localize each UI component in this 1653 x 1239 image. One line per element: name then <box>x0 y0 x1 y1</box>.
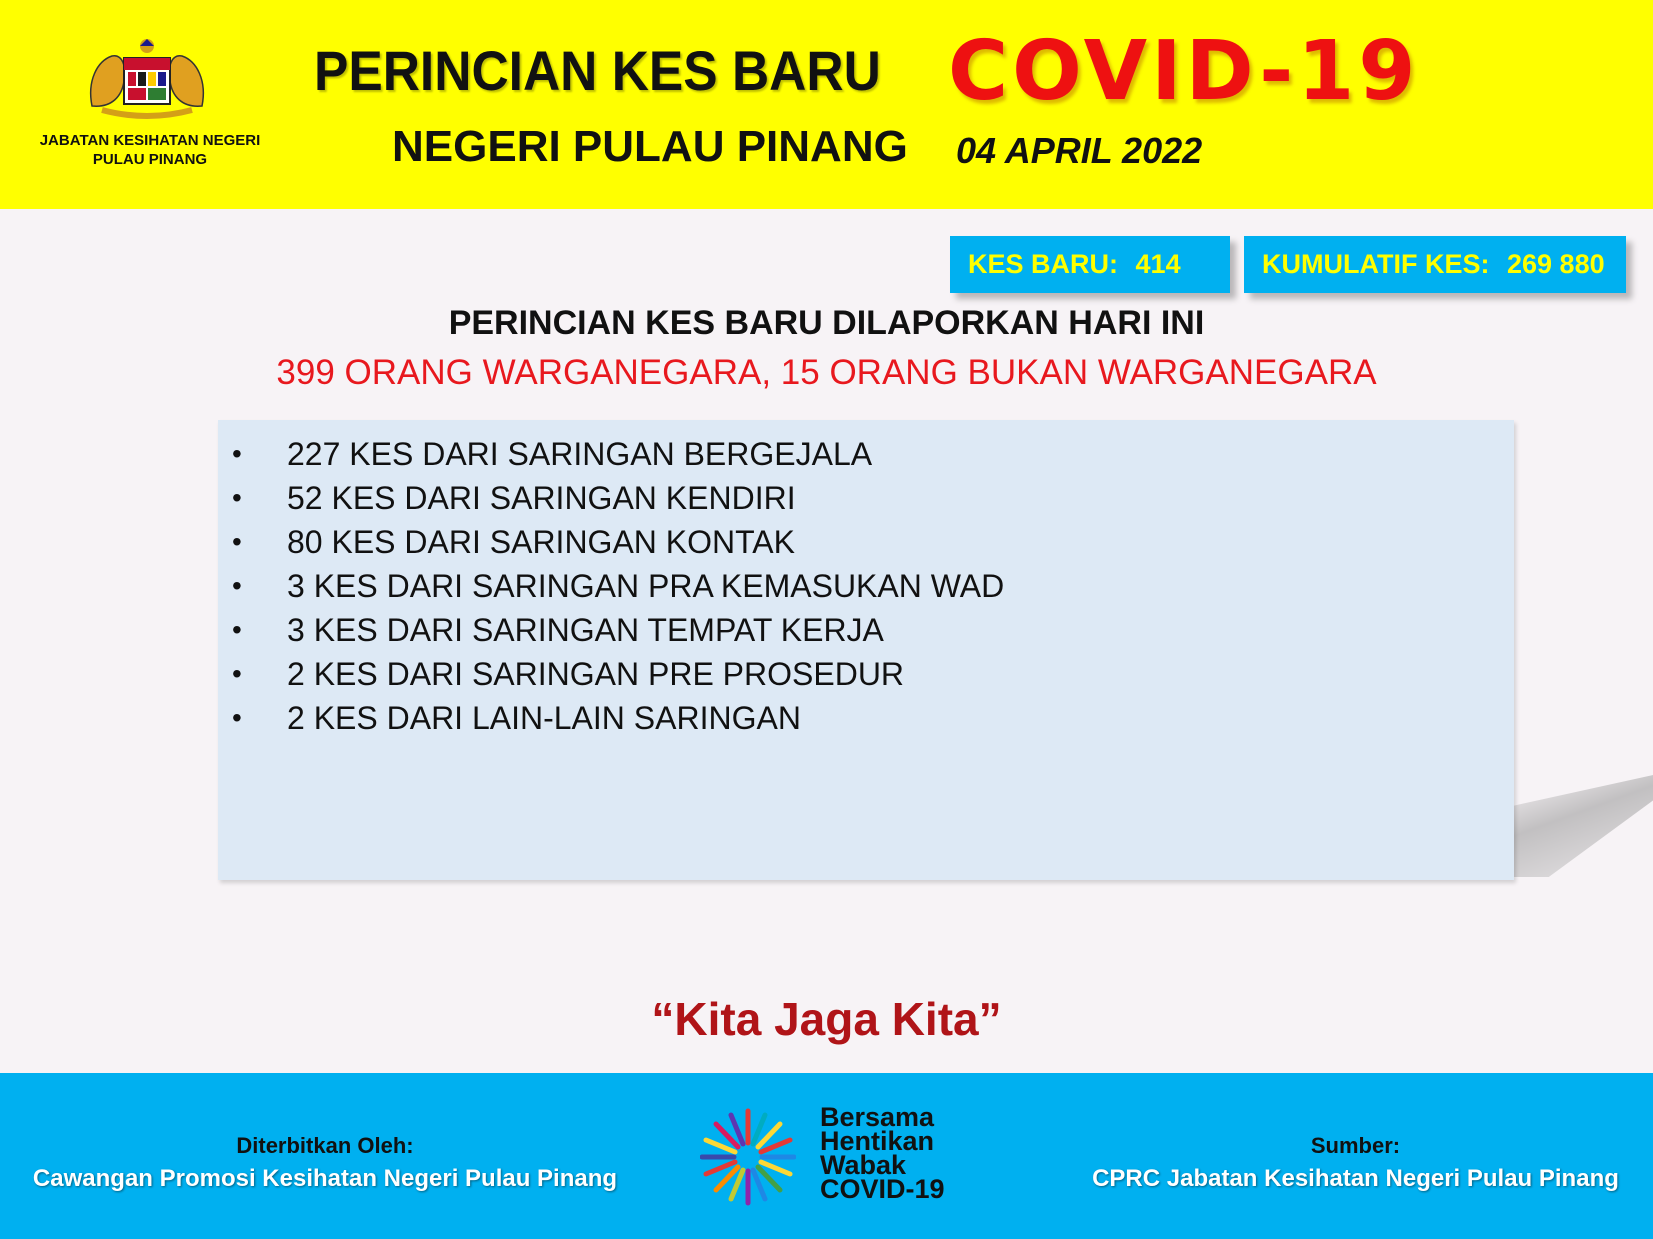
cumulative-cases-box <box>1244 236 1626 293</box>
bullet-icon: • <box>232 658 242 689</box>
campaign-burst-icon <box>700 1097 796 1217</box>
cumulative-label: KUMULATIF KES: <box>1262 249 1490 279</box>
citizens-breakdown: 399 ORANG WARGANEGARA, 15 ORANG BUKAN WARGANEGARA <box>276 353 1377 392</box>
bullet-icon: • <box>232 438 242 469</box>
summary-headline: PERINCIAN KES BARU DILAPORKAN HARI INI <box>448 304 1205 342</box>
campaign-line: Hentikan <box>820 1126 935 1156</box>
new-cases-box <box>950 236 1230 293</box>
bullet-icon: • <box>232 702 242 733</box>
list-item-text: 2 KES DARI LAIN-LAIN SARINGAN <box>287 700 801 736</box>
source-label: Sumber: <box>1310 1133 1401 1158</box>
list-item <box>218 476 1514 520</box>
bullet-icon: • <box>232 570 242 601</box>
list-item-text: 52 KES DARI SARINGAN KENDIRI <box>287 480 796 516</box>
list-item <box>218 696 1514 740</box>
list-item-text: 80 KES DARI SARINGAN KONTAK <box>287 524 795 560</box>
cumulative-value: 269 880 <box>1507 249 1605 279</box>
panel-shadow-decoration <box>1514 775 1653 877</box>
breakdown-panel <box>218 420 1514 880</box>
source-text: CPRC Jabatan Kesihatan Negeri Pulau Pinang <box>1092 1165 1619 1192</box>
header-banner <box>0 0 1653 209</box>
bullet-icon: • <box>232 526 242 557</box>
list-item-text: 227 KES DARI SARINGAN BERGEJALA <box>287 436 873 472</box>
bullet-icon: • <box>232 482 242 513</box>
list-item-text: 2 KES DARI SARINGAN PRE PROSEDUR <box>287 656 905 692</box>
published-label: Diterbitkan Oleh: <box>236 1133 414 1158</box>
new-cases-label: KES BARU: <box>968 249 1119 279</box>
state-title: NEGERI PULAU PINANG <box>392 122 908 171</box>
list-item <box>218 520 1514 564</box>
list-item-text: 3 KES DARI SARINGAN PRA KEMASUKAN WAD <box>287 568 1005 604</box>
slogan: “Kita Jaga Kita” <box>651 993 1002 1045</box>
list-item <box>218 432 1514 476</box>
footer <box>0 1073 1653 1239</box>
list-item-text: 3 KES DARI SARINGAN TEMPAT KERJA <box>287 612 884 648</box>
list-item <box>218 608 1514 652</box>
list-item <box>218 564 1514 608</box>
campaign-text <box>820 1102 945 1204</box>
covid-title: COVID-19 <box>948 24 1420 119</box>
campaign-line: Wabak <box>820 1150 907 1180</box>
campaign-line: Bersama <box>820 1102 935 1132</box>
published-by: Cawangan Promosi Kesihatan Negeri Pulau Pinang <box>32 1165 618 1192</box>
report-date: 04 APRIL 2022 <box>956 130 1203 171</box>
campaign-line: COVID-19 <box>820 1174 945 1204</box>
bullet-icon: • <box>232 614 242 645</box>
page-title: PERINCIAN KES BARU <box>314 39 881 102</box>
breakdown-list <box>218 420 1514 740</box>
department-name: JABATAN KESIHATAN NEGERI PULAU PINANG <box>39 132 261 168</box>
list-item <box>218 652 1514 696</box>
new-cases-value: 414 <box>1135 249 1181 279</box>
coat-of-arms-icon <box>82 36 212 120</box>
